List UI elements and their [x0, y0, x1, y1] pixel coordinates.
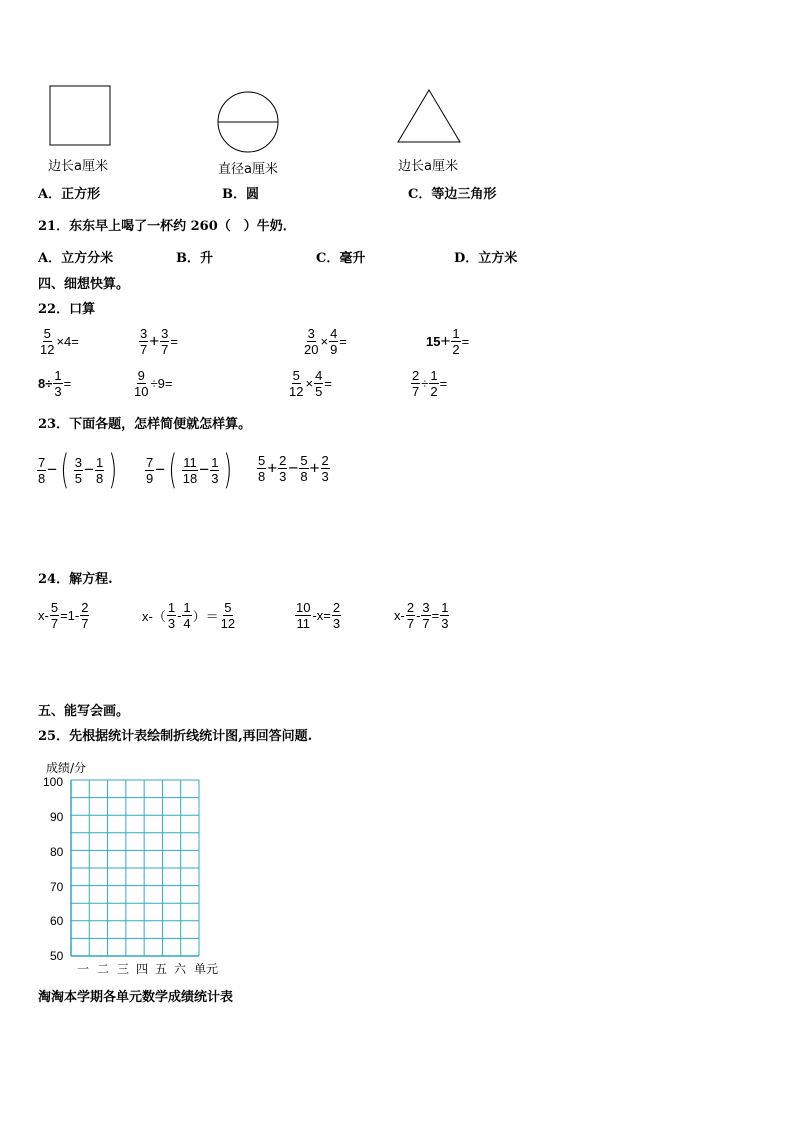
fraction: $\frac{3}{7}$: [422, 600, 430, 631]
x-label-4: 四: [136, 962, 149, 976]
q21-question: 21．东东早上喝了一杯约 260（ ）牛奶．: [38, 219, 296, 234]
q22-item-1: $\frac{5}{12}$ ×4=: [40, 326, 79, 357]
q24-equation-3: $\frac{10}{11}$ -x= $\frac{2}{3}$: [296, 600, 341, 631]
fraction: $\frac{2}{7}$: [406, 600, 415, 631]
q23-expression-3: $\frac{5}{8}$ + $\frac{2}{3}$ − $\frac{5}{8}$ + $\frac{2}{3}$: [258, 453, 329, 484]
q21-option-c: C．毫升: [316, 251, 366, 266]
circle-caption: 直径a厘米: [218, 162, 278, 177]
triangle-caption: 边长a厘米: [398, 159, 458, 174]
q22-item-2: $\frac{3}{7}$ + $\frac{3}{7}$ =: [140, 326, 178, 357]
square-figure: [49, 85, 111, 147]
q22-item-5: 8÷ $\frac{1}{3}$ =: [38, 368, 72, 399]
section-5-heading: 五、能写会画。: [38, 704, 130, 719]
q24-title: 24．解方程.: [38, 572, 113, 587]
fraction: $\frac{1}{2}$: [430, 368, 438, 399]
fraction: $\frac{2}{7}$: [81, 600, 89, 631]
fraction: $\frac{9}{10}$: [134, 368, 149, 399]
fraction: $\frac{10}{11}$: [296, 600, 311, 631]
q20-option-c: C．等边三角形: [408, 187, 497, 202]
q20-option-b: B．圆: [222, 187, 259, 202]
q23-expression-1: $\frac{7}{8}$ −( $\frac{3}{5}$ − $\frac{1}{8}$ ): [38, 447, 118, 493]
x-label-1: 一: [77, 962, 90, 976]
y-tick-50: 50: [50, 949, 64, 963]
triangle-figure: [396, 88, 462, 144]
x-unit-label: 单元: [194, 962, 219, 976]
fraction: $\frac{7}{8}$: [38, 454, 46, 486]
q24-equation-4: x- $\frac{2}{7}$ - $\frac{3}{7}$ = $\frac{1}{3}$: [394, 600, 449, 631]
q21-option-a: A．立方分米: [38, 251, 114, 266]
q21-option-b: B．升: [176, 251, 213, 266]
fraction: $\frac{1}{3}$: [441, 600, 449, 631]
x-label-5: 五: [155, 962, 168, 976]
fraction: $\frac{2}{3}$: [321, 453, 329, 484]
fraction: $\frac{1}{2}$: [452, 326, 460, 357]
fraction: $\frac{2}{3}$: [332, 600, 341, 631]
q22-item-8: $\frac{2}{7}$ ÷ $\frac{1}{2}$ =: [412, 368, 448, 399]
fraction: $\frac{3}{7}$: [140, 326, 148, 357]
y-tick-60: 60: [50, 914, 64, 928]
q23-title: 23．下面各题，怎样简便就怎样算。: [38, 417, 252, 432]
fraction: $\frac{7}{9}$: [146, 454, 154, 486]
blank-line-chart-grid[interactable]: [70, 779, 202, 959]
table-caption: 淘淘本学期各单元数学成绩统计表: [38, 990, 234, 1005]
y-tick-70: 70: [50, 880, 64, 894]
fraction: $\frac{1}{3}$: [167, 600, 176, 631]
fraction: $\frac{5}{12}$: [40, 326, 55, 357]
left-paren: (: [60, 447, 70, 493]
fraction: $\frac{5}{8}$: [258, 453, 266, 484]
fraction: $\frac{4}{5}$: [315, 368, 323, 399]
x-label-3: 三: [117, 962, 130, 976]
y-tick-90: 90: [50, 810, 64, 824]
square-caption: 边长a厘米: [48, 159, 108, 174]
q22-title: 22．口算: [38, 302, 96, 317]
fraction: $\frac{1}{4}$: [183, 600, 191, 631]
chart-y-title: 成绩/分: [46, 761, 87, 775]
right-paren: ): [223, 447, 233, 493]
q22-item-3: $\frac{3}{20}$ × $\frac{4}{9}$ =: [304, 326, 347, 357]
fraction: $\frac{5}{7}$: [50, 600, 59, 631]
x-label-2: 二: [97, 962, 110, 976]
circle-figure: [216, 90, 280, 154]
fraction: $\frac{2}{3}$: [279, 453, 287, 484]
fraction: $\frac{11}{18}$: [182, 454, 198, 486]
q20-option-a: A．正方形: [38, 187, 101, 202]
y-tick-100: 100: [43, 775, 64, 789]
q21-option-d: D．立方米: [454, 251, 518, 266]
q22-item-6: $\frac{9}{10}$ ÷9=: [134, 368, 173, 399]
q22-item-4: 15+ $\frac{1}{2}$ =: [426, 326, 470, 357]
q22-item-7: $\frac{5}{12}$ × $\frac{4}{5}$ =: [289, 368, 332, 399]
section-4-heading: 四、细想快算。: [38, 277, 130, 292]
fraction: $\frac{2}{7}$: [412, 368, 420, 399]
q25-title: 25．先根据统计表绘制折线统计图,再回答问题.: [38, 729, 313, 744]
right-paren: ): [108, 447, 118, 493]
q23-expression-2: $\frac{7}{9}$ −( $\frac{11}{18}$ − $\frac{1}{3}$ ): [146, 447, 233, 493]
x-label-6: 六: [174, 962, 187, 976]
y-tick-80: 80: [50, 845, 64, 859]
fraction: $\frac{3}{5}$: [74, 454, 83, 486]
fraction: $\frac{5}{12}$: [220, 600, 236, 631]
fraction: $\frac{4}{9}$: [330, 326, 338, 357]
fraction: $\frac{3}{7}$: [161, 326, 169, 357]
left-paren: (: [168, 447, 178, 493]
fraction: $\frac{1}{3}$: [54, 368, 62, 399]
fraction: $\frac{5}{8}$: [300, 453, 308, 484]
fraction: $\frac{1}{8}$: [95, 454, 104, 486]
q24-equation-1: x- $\frac{5}{7}$ =1- $\frac{2}{7}$: [38, 600, 89, 631]
fraction: $\frac{3}{20}$: [304, 326, 319, 357]
fraction: $\frac{1}{3}$: [211, 454, 219, 486]
q24-equation-2: x-（ $\frac{1}{3}$ - $\frac{1}{4}$ ）＝ $\frac{5}{12}$: [142, 600, 236, 631]
fraction: $\frac{5}{12}$: [289, 368, 304, 399]
